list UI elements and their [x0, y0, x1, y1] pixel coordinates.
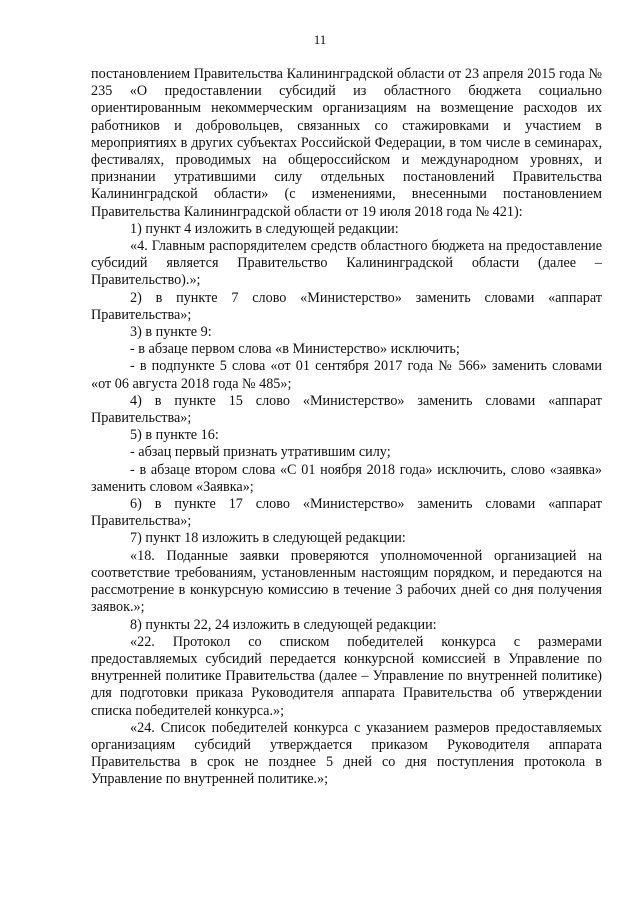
- amendment-item-5-a: - абзац первый признать утратившим силу;: [130, 444, 391, 461]
- amendment-item-7: 7) пункт 18 изложить в следующей редакции:: [130, 530, 406, 547]
- amendment-item-4: 4) в пункте 15 слово «Министерство» заменить словами «аппарат Правительства»;: [91, 392, 602, 427]
- amendment-item-1-text: «4. Главным распорядителем средств областного бюджета на предоставление субсидий является Правительство Калининградской области (далее – Правительство).»;: [91, 238, 602, 289]
- amendment-item-2: 2) в пункте 7 слово «Министерство» заменить словами «аппарат Правительства»;: [91, 289, 602, 323]
- amendment-item-8-text-22: «22. Протокол со списком победителей конкурса с размерами предоставляемых субсидий передается конкурсной комиссией в Управление по внутренней политике Правительства (далее – Управление по внутренней политике) для подготовки приказа Руководителя аппарата Правительства об утверждении списка победителей конкурса.»;: [91, 633, 602, 719]
- amendment-item-6: 6) в пункте 17 слово «Министерство» заменить словами «аппарат Правительства»;: [91, 496, 602, 530]
- amendment-item-3-a: - в абзаце первом слова «в Министерство» исключить;: [130, 341, 460, 358]
- amendment-item-5: 5) в пункте 16:: [130, 427, 219, 444]
- page-number: 11: [313, 32, 327, 47]
- amendment-item-8: 8) пункты 22, 24 изложить в следующей редакции:: [130, 616, 437, 633]
- amendment-item-5-b: - в абзаце втором слова «С 01 ноября 2018 года» исключить, слово «заявка» заменить словом «Заявка»;: [91, 461, 602, 495]
- document-body: [91, 66, 602, 789]
- amendment-item-1: 1) пункт 4 изложить в следующей редакции:: [130, 220, 399, 237]
- amendment-item-3-b: - в подпункте 5 слова «от 01 сентября 2017 года № 566» заменить словами «от 06 августа 2018 года № 485»;: [91, 358, 602, 392]
- amendment-item-3: 3) в пункте 9:: [130, 324, 212, 341]
- intro-paragraph: постановлением Правительства Калининградской области от 23 апреля 2015 года № 235 «О предоставлении субсидий из областного бюджета социально ориентированным некоммерческим организациям на возмещение расходов их работников и добровольцев, связанных со стажировками и участием в мероприятиях в других субъектах Российской Федерации, в том числе в семинарах, фестивалях, проводимых на общероссийском и международном уровнях, и признании утратившими силу отдельных постановлений Правительства Калининградской области» (с изменениями, внесенными постановлением Правительства Калининградской области от 19 июля 2018 года № 421):: [91, 66, 602, 220]
- amendment-item-8-text-24: «24. Список победителей конкурса с указанием размеров предоставляемых организациям субсидий утверждается приказом Руководителя аппарата Правительства в срок не позднее 5 дней со дня поступления протокола в Управление по внутренней политике.»;: [91, 719, 602, 788]
- amendment-item-7-text: «18. Поданные заявки проверяются уполномоченной организацией на соответствие требованиям, установленным настоящим порядком, и передаются на рассмотрение в конкурсную комиссию в течение 3 рабочих дней со дня получения заявок.»;: [91, 547, 602, 616]
